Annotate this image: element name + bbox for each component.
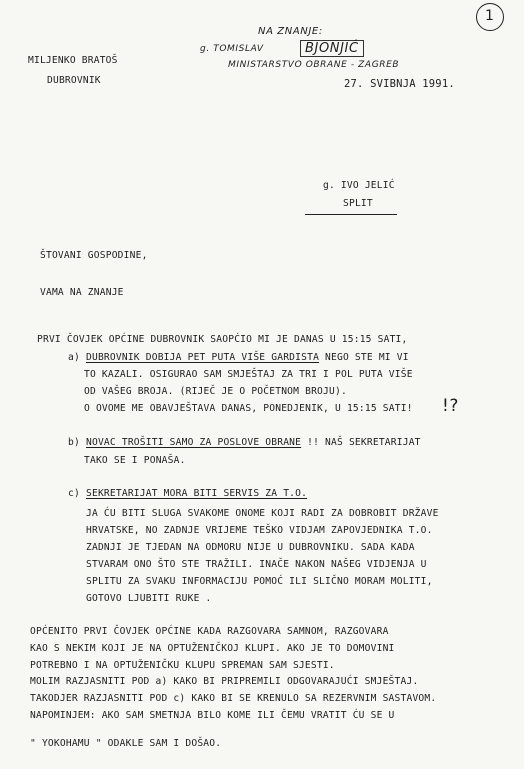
closing-line5: TAKODJER RAZJASNITI POD c) KAKO BI SE KRENULO SA REZERVNIM SASTAVOM. (30, 693, 437, 704)
item-a-line4: O OVOME ME OBAVJEŠTAVA DANAS, PONEDJENIK, U 15:15 SATI! (84, 403, 413, 414)
recipient-city: SPLIT (343, 198, 373, 209)
page-number: 1 (485, 8, 495, 24)
item-b-underlined: NOVAC TROŠITI SAMO ZA POSLOVE OBRANE (86, 437, 302, 448)
handwritten-note-name: BJONJIĆ (300, 40, 364, 57)
item-a-line2: TO KAZALI. OSIGURAO SAM SMJEŠTAJ ZA TRI I POL PUTA VIŠE (84, 369, 413, 380)
closing-line2: KAO S NEKIM KOJI JE NA OPTUŽENIČKOJ KLUPI. AKO JE TO DOMOVINI (30, 643, 395, 654)
item-b-rest: !! NAŠ SEKRETARIJAT (301, 437, 421, 448)
item-a-line1 (86, 352, 409, 363)
item-c-line4: ZADNJI JE TJEDAN NA ODMORU NIJE U DUBROVNIKU. SADA KADA (86, 542, 415, 553)
closing-line6: NAPOMINJEM: AKO SAM SMETNJA BILO KOME ILI ČEMU VRATIT ĆU SE U (30, 710, 395, 721)
item-b-line1 (86, 437, 421, 448)
recipient-name: g. IVO JELIĆ (323, 180, 395, 191)
item-a-label: a) (68, 352, 80, 363)
item-b-line2: TAKO SE I PONAŠA. (84, 455, 186, 466)
salutation: ŠTOVANI GOSPODINE, (40, 250, 148, 261)
item-c-line3: HRVATSKE, NO ZADNJE VRIJEME TEŠKO VIDJAM ZAPOVJEDNIKA T.O. (86, 525, 433, 536)
item-c-line2: JA ĆU BITI SLUGA SVAKOME ONOME KOJI RADI ZA DOBROBIT DRŽAVE (86, 508, 439, 519)
handwritten-note-line3: MINISTARSTVO OBRANE - ZAGREB (228, 60, 400, 70)
item-a-rest: NEGO STE MI VI (319, 352, 409, 363)
item-c-line5: STVARAM ONO ŠTO STE TRAŽILI. INAČE NAKON NAŠEG VIDJENJA U (86, 559, 427, 570)
item-c-line7: GOTOVO LJUBITI RUKE . (86, 593, 212, 604)
handwritten-note-line1: NA ZNANJE: (258, 26, 323, 37)
closing-line1: OPĆENITO PRVI ČOVJEK OPĆINE KADA RAZGOVARA SAMNOM, RAZGOVARA (30, 626, 389, 637)
item-c-label: c) (68, 488, 80, 499)
item-a-underlined: DUBROVNIK DOBIJA PET PUTA VIŠE GARDISTA (86, 352, 320, 363)
recipient-underline (305, 214, 397, 215)
intro-line: VAMA NA ZNANJE (40, 287, 124, 298)
item-c-underlined: SEKRETARIJAT MORA BITI SERVIS ZA T.O. (86, 488, 308, 499)
item-a-line3: OD VAŠEG BROJA. (RIJEČ JE O POČETNOM BROJU). (84, 386, 347, 397)
handwritten-note-line2-prefix: g. TOMISLAV (200, 44, 264, 54)
closing-line4: MOLIM RAZJASNITI POD a) KAKO BI PRIPREMILI ODGOVARAJUĆI SMJEŠTAJ. (30, 676, 419, 687)
sender-city: DUBROVNIK (47, 75, 101, 86)
closing-line7: " YOKOHAMU " ODAKLE SAM I DOŠAO. (30, 738, 222, 749)
item-c-line6: SPLITU ZA SVAKU INFORMACIJU POMOĆ ILI SLIČNO MORAM MOLITI, (86, 576, 433, 587)
item-b-label: b) (68, 437, 80, 448)
sender-name: MILJENKO BRATOŠ (28, 55, 118, 66)
letter-date: 27. SVIBNJA 1991. (344, 78, 455, 90)
body-lead: PRVI ČOVJEK OPĆINE DUBROVNIK SAOPĆIO MI JE DANAS U 15:15 SATI, (37, 334, 408, 345)
item-c-line1 (86, 488, 307, 499)
item-a-handwritten-mark: !? (442, 396, 460, 416)
closing-line3: POTREBNO I NA OPTUŽENIČKU KLUPU SPREMAN SAM SJESTI. (30, 660, 335, 671)
